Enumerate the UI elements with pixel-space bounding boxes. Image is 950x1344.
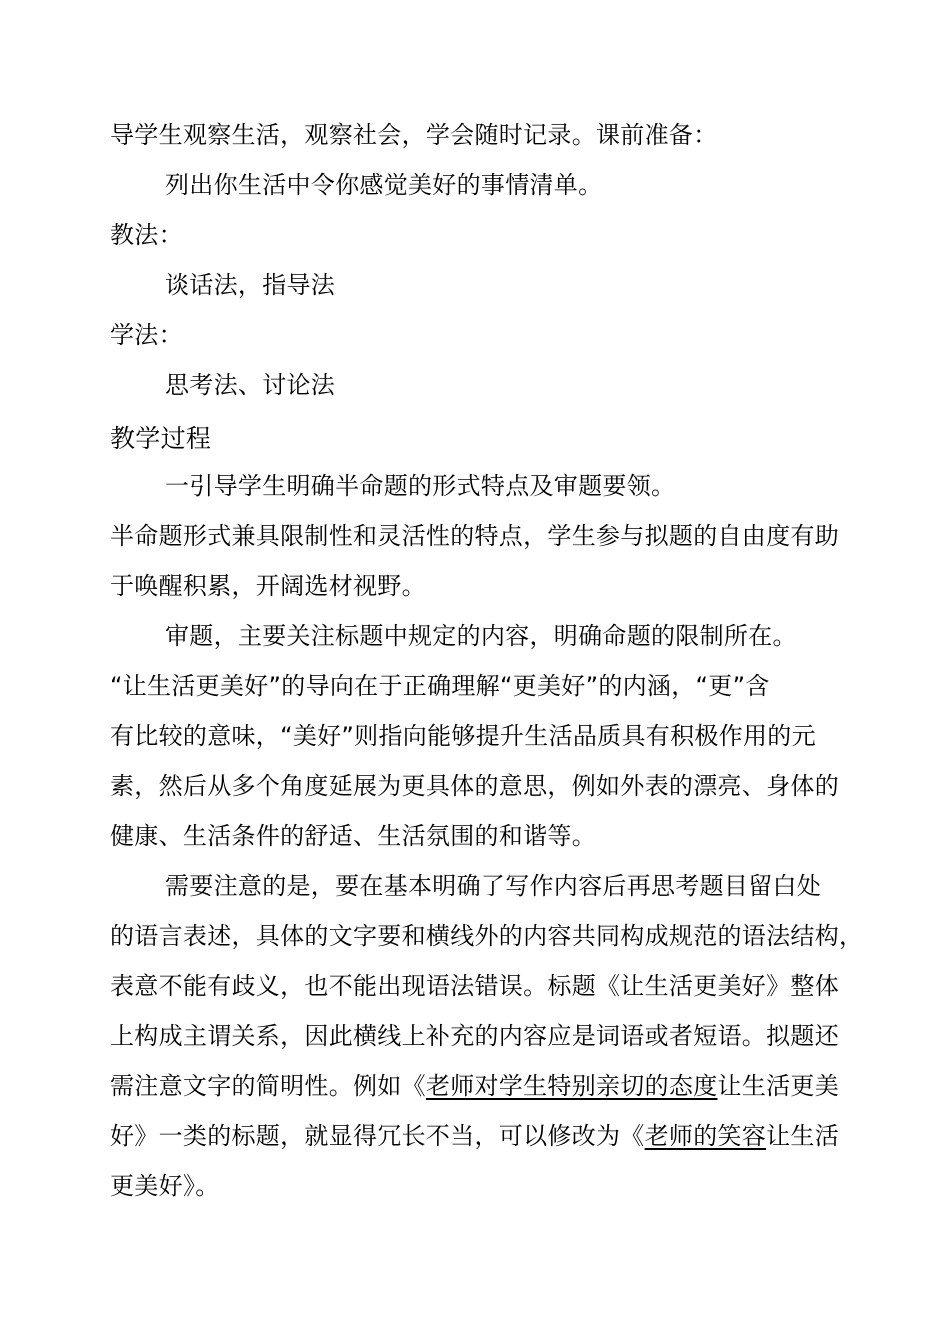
paragraph-line: 审题，主要关注标题中规定的内容，明确命题的限制所在。	[165, 622, 797, 650]
paragraph-line: 的语言表述，具体的文字要和横线外的内容共同构成规范的语法结构，	[110, 922, 864, 950]
paragraph-line: 更美好》。	[110, 1172, 220, 1200]
teaching-method-content: 谈话法，指导法	[165, 271, 336, 299]
paragraph-line: 表意不能有歧义，也不能出现语法错误。标题《让生活更美好》整体	[110, 972, 839, 1000]
learning-method-content: 思考法、讨论法	[165, 371, 336, 399]
subsection-heading: 一引导学生明确半命题的形式特点及审题要领。	[165, 472, 676, 500]
paragraph-line: 需要注意的是，要在基本明确了写作内容后再思考题目留白处	[165, 872, 822, 900]
prep-content: 列出你生活中令你感觉美好的事情清单。	[165, 171, 603, 199]
paragraph-line: 于唤醒积累，开阔选材视野。	[110, 572, 426, 600]
paragraph-line: 健康、生活条件的舒适、生活氛围的和谐等。	[110, 822, 596, 850]
paragraph-line: 半命题形式兼具限制性和灵活性的特点，学生参与拟题的自由度有助	[110, 522, 839, 550]
paragraph-line: 上构成主谓关系，因此横线上补充的内容应是词语或者短语。拟题还	[110, 1022, 839, 1050]
learning-method-label: 学法：	[110, 321, 183, 349]
teaching-method-label: 教法：	[110, 221, 183, 249]
paragraph-line	[110, 1071, 839, 1101]
text-segment: 让生活更美	[717, 1072, 840, 1100]
text-segment: 让生活	[766, 1122, 840, 1150]
text-segment: 需注意文字的简明性。例如《	[110, 1072, 426, 1100]
paragraph-line: “让生活更美好”的导向在于正确理解“更美好”的内涵，“更”含	[110, 672, 770, 700]
underlined-example: 老师对学生特别亲切的态度	[425, 1072, 718, 1100]
paragraph-line: 导学生观察生活，观察社会，学会随时记录。课前准备：	[110, 121, 718, 149]
paragraph-line: 有比较的意味，“美好”则指向能够提升生活品质具有积极作用的元	[110, 722, 816, 750]
text-segment: 好》一类的标题，就显得冗长不当，可以修改为《	[110, 1122, 645, 1150]
paragraph-line	[110, 1121, 839, 1151]
section-heading: 教学过程	[110, 424, 212, 453]
paragraph-line: 素，然后从多个角度延展为更具体的意思，例如外表的漂亮、身体的	[110, 772, 839, 800]
underlined-example: 老师的笑容	[644, 1122, 767, 1150]
